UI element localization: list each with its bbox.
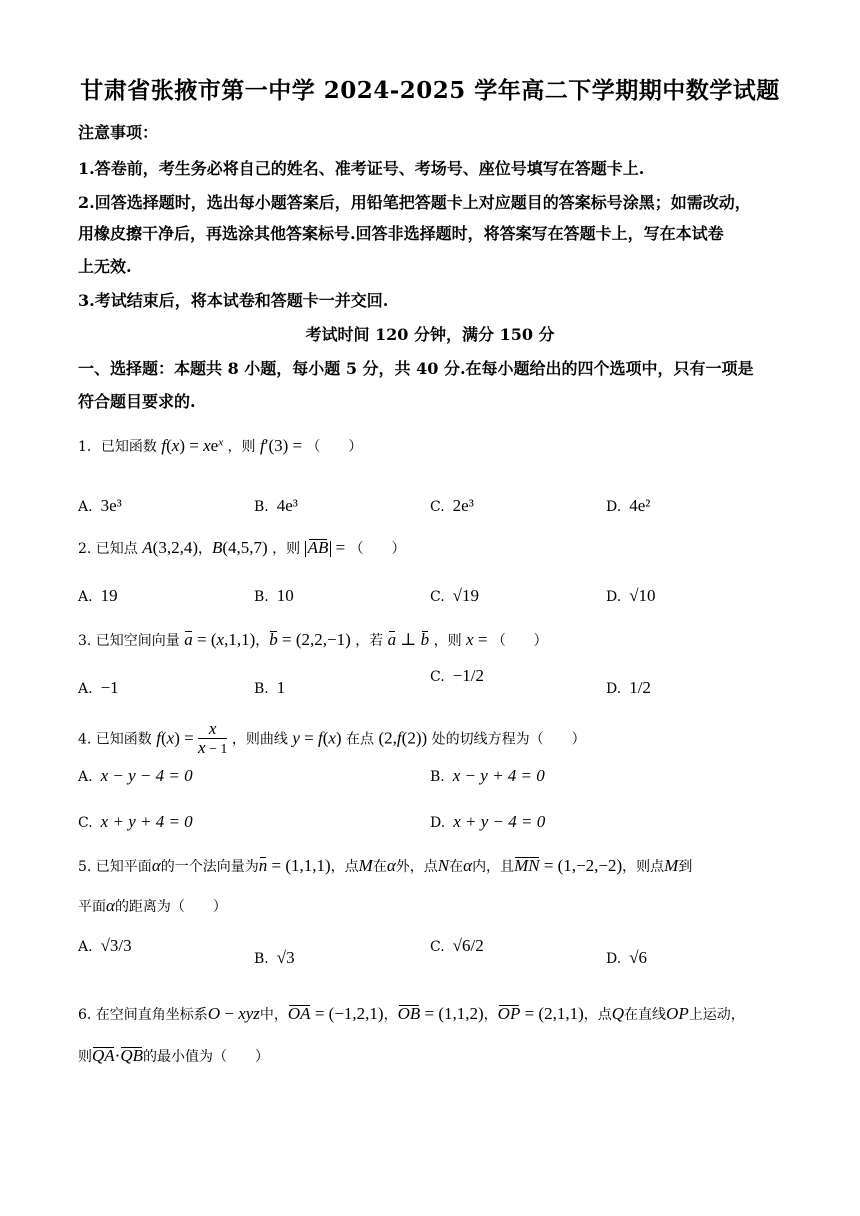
note-item-3: 3.考试结束后，将本试卷和答题卡一并交回. (78, 291, 389, 310)
question-5-line-1: 5. 已知平面α的一个法向量为n = (1,1,1)，点M在α外，点N在α内，且MN = (1,−2,−2)，则点M到 (78, 856, 693, 875)
q2-option-b: B. 10 (254, 586, 294, 605)
section-heading-line-2: 符合题目要求的. (78, 392, 196, 411)
q3-mid2: ，则 (433, 633, 462, 649)
question-6-line-2: 则QA·QB的最小值为（ ） (78, 1046, 270, 1065)
page-title: 甘肃省张掖市第一中学 2024-2025 学年高二下学期期中数学试题 (80, 77, 780, 104)
q1-blank: （ ） (306, 439, 363, 455)
note-item-2-line-2: 用橡皮擦干净后，再选涂其他答案标号.回答非选择题时，将答案写在答题卡上，写在本试卷 (78, 224, 724, 243)
q4-suffix: 处的切线方程为（ ） (431, 731, 586, 748)
q1-option-a: A. 3e³ (78, 496, 122, 515)
q4-option-c: C. x + y + 4 = 0 (78, 812, 193, 831)
q2-option-a: A. 19 (78, 586, 118, 605)
question-1: 1．已知函数 $f(x) = xe^x$ ，则 f′(3) = （ ） (78, 436, 363, 455)
q2-blank: （ ） (349, 541, 406, 557)
q2-mid: ，则 (272, 541, 301, 557)
q4-fraction: $\frac{x}{x - 1}$ (197, 719, 228, 757)
question-2: 2. 已知点 A(3,2,4)，B(4,5,7) ，则 AB = （ ） (78, 538, 406, 557)
notes-heading: 注意事项： (78, 123, 159, 142)
note-item-2-line-3: 上无效. (78, 257, 132, 276)
question-3: 3. 已知空间向量 a = (x,1,1)，b = (2,2,−1) ，若 a ⊥ b ，则 x = （ ） (78, 630, 548, 649)
q3-prefix: 3. 已知空间向量 (78, 633, 180, 649)
question-5-line-2: 平面α的距离为（ ） (78, 896, 227, 915)
q5-option-b: B. √3 (254, 948, 295, 967)
section-heading-line-1: 一、选择题：本题共 8 小题，每小题 5 分，共 40 分.在每小题给出的四个选项中，只有一项是 (78, 359, 754, 378)
q5-option-c: C. √6/2 (430, 936, 484, 955)
q1-prefix: 1．已知函数 (78, 439, 157, 455)
q3-mid1: ，若 (355, 633, 384, 649)
q1-mid: ，则 (227, 439, 256, 455)
exam-info: 考试时间 120 分钟，满分 150 分 (305, 325, 555, 344)
question-4: 4. 已知函数 f(x) = $\frac{x}{x - 1}$ ，则曲线 y = f(x) 在点 (2,f(2)) 处的切线方程为（ ） (78, 719, 586, 757)
q4-option-b: B. x − y + 4 = 0 (430, 766, 545, 785)
note-item-2-line-1: 2.回答选择题时，选出每小题答案后，用铅笔把答题卡上对应题目的答案标号涂黑；如需改动， (78, 193, 751, 212)
q1-option-d: D. 4e² (606, 496, 651, 515)
note-item-1: 1.答卷前，考生务必将自己的姓名、准考证号、考场号、座位号填写在答题卡上. (78, 159, 645, 178)
q4-option-d: D. x + y − 4 = 0 (430, 812, 546, 831)
q4-mid1: ，则曲线 (231, 731, 288, 748)
q3-option-d: D. 1/2 (606, 678, 651, 697)
q3-blank: （ ） (491, 633, 548, 649)
question-6-line-1: 6. 在空间直角坐标系O − xyz中，OA = (−1,2,1)，OB = (1,1,2)，OP = (2,1,1)，点Q在直线OP上运动， (78, 1004, 745, 1023)
q2-prefix: 2. 已知点 (78, 541, 138, 557)
q4-prefix: 4. 已知函数 (78, 731, 152, 748)
q3-option-c: C. −1/2 (430, 666, 484, 685)
q3-option-a: A. −1 (78, 678, 119, 697)
q4-option-a: A. x − y − 4 = 0 (78, 766, 193, 785)
q1-option-c: C. 2e³ (430, 496, 474, 515)
q5-option-a: A. √3/3 (78, 936, 132, 955)
q5-option-d: D. √6 (606, 948, 648, 967)
q1-option-b: B. 4e³ (254, 496, 298, 515)
q2-option-c: C. √19 (430, 586, 480, 605)
q3-option-b: B. 1 (254, 678, 286, 697)
q4-mid2: 在点 (346, 731, 375, 748)
q2-option-d: D. √10 (606, 586, 656, 605)
